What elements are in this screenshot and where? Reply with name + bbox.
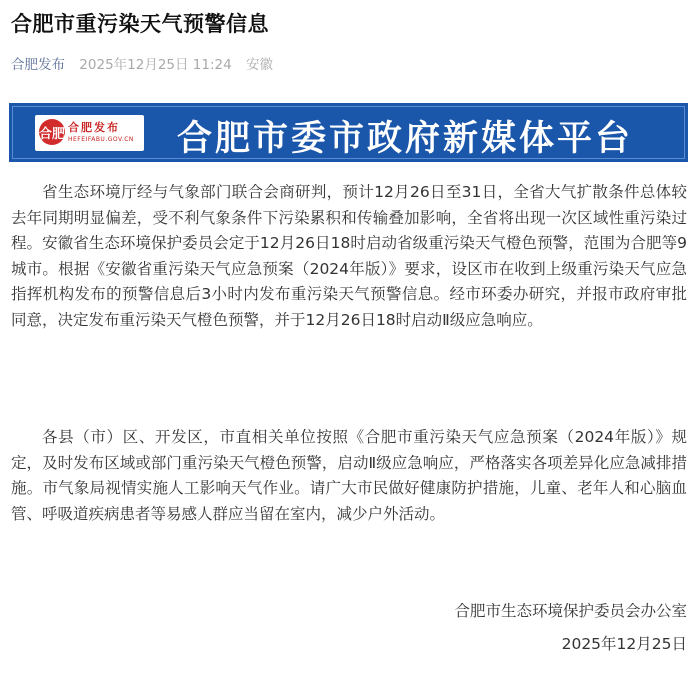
logo-url: HEFEIFABU.GOV.CN <box>68 136 134 143</box>
banner-text: 合肥市委市政府新媒体平台 <box>177 118 634 159</box>
article-meta <box>11 53 273 73</box>
author-link[interactable]: 合肥发布 <box>11 57 65 73</box>
signature-date: 2025年12月25日 <box>561 635 687 653</box>
publish-date: 2025年12月25日 11:24 <box>79 57 232 73</box>
logo-seal-icon: 合肥 <box>39 119 65 145</box>
publish-location: 安徽 <box>246 57 274 73</box>
hefei-fabu-logo <box>35 115 144 151</box>
body-paragraph-1: 省生态环境厅经与气象部门联合会商研判，预计12月26日至31日，全省大气扩散条件总体较去年同期明显偏差，受不利气象条件下污染累积和传输叠加影响，全省将出现一次区域性重污染过程。安徽省生态环境保护委员会定于12月26日18时启动省级重污染天气橙色预警，范围为合肥等9城市。根据《安徽省重污染天气应急预案（2024年版）》要求，设区市在收到上级重污染天气应急指挥机构发布的预警信息后3小时内发布重污染天气预警信息。经市环委办研究，并报市政府审批同意，决定发布重污染天气橙色预警，并于12月26日18时启动Ⅱ级应急响应。 <box>11 183 687 329</box>
body-paragraph-2: 各县（市）区、开发区，市直相关单位按照《合肥市重污染天气应急预案（2024年版）》规定，及时发布区域或部门重污染天气橙色预警，启动Ⅱ级应急响应，严格落实各项差异化应急减排措施。市气象局视情实施人工影响天气作业。请广大市民做好健康防护措施，儿童、老年人和心脑血管、呼吸道疾病患者等易感人群应当留在室内，减少户外活动。 <box>11 428 687 523</box>
logo-name: 合肥发布 <box>68 121 120 134</box>
signature-organization: 合肥市生态环境保护委员会办公室 <box>454 602 687 620</box>
header-banner-image <box>9 103 688 162</box>
article-title: 合肥市重污染天气预警信息 <box>11 12 269 36</box>
